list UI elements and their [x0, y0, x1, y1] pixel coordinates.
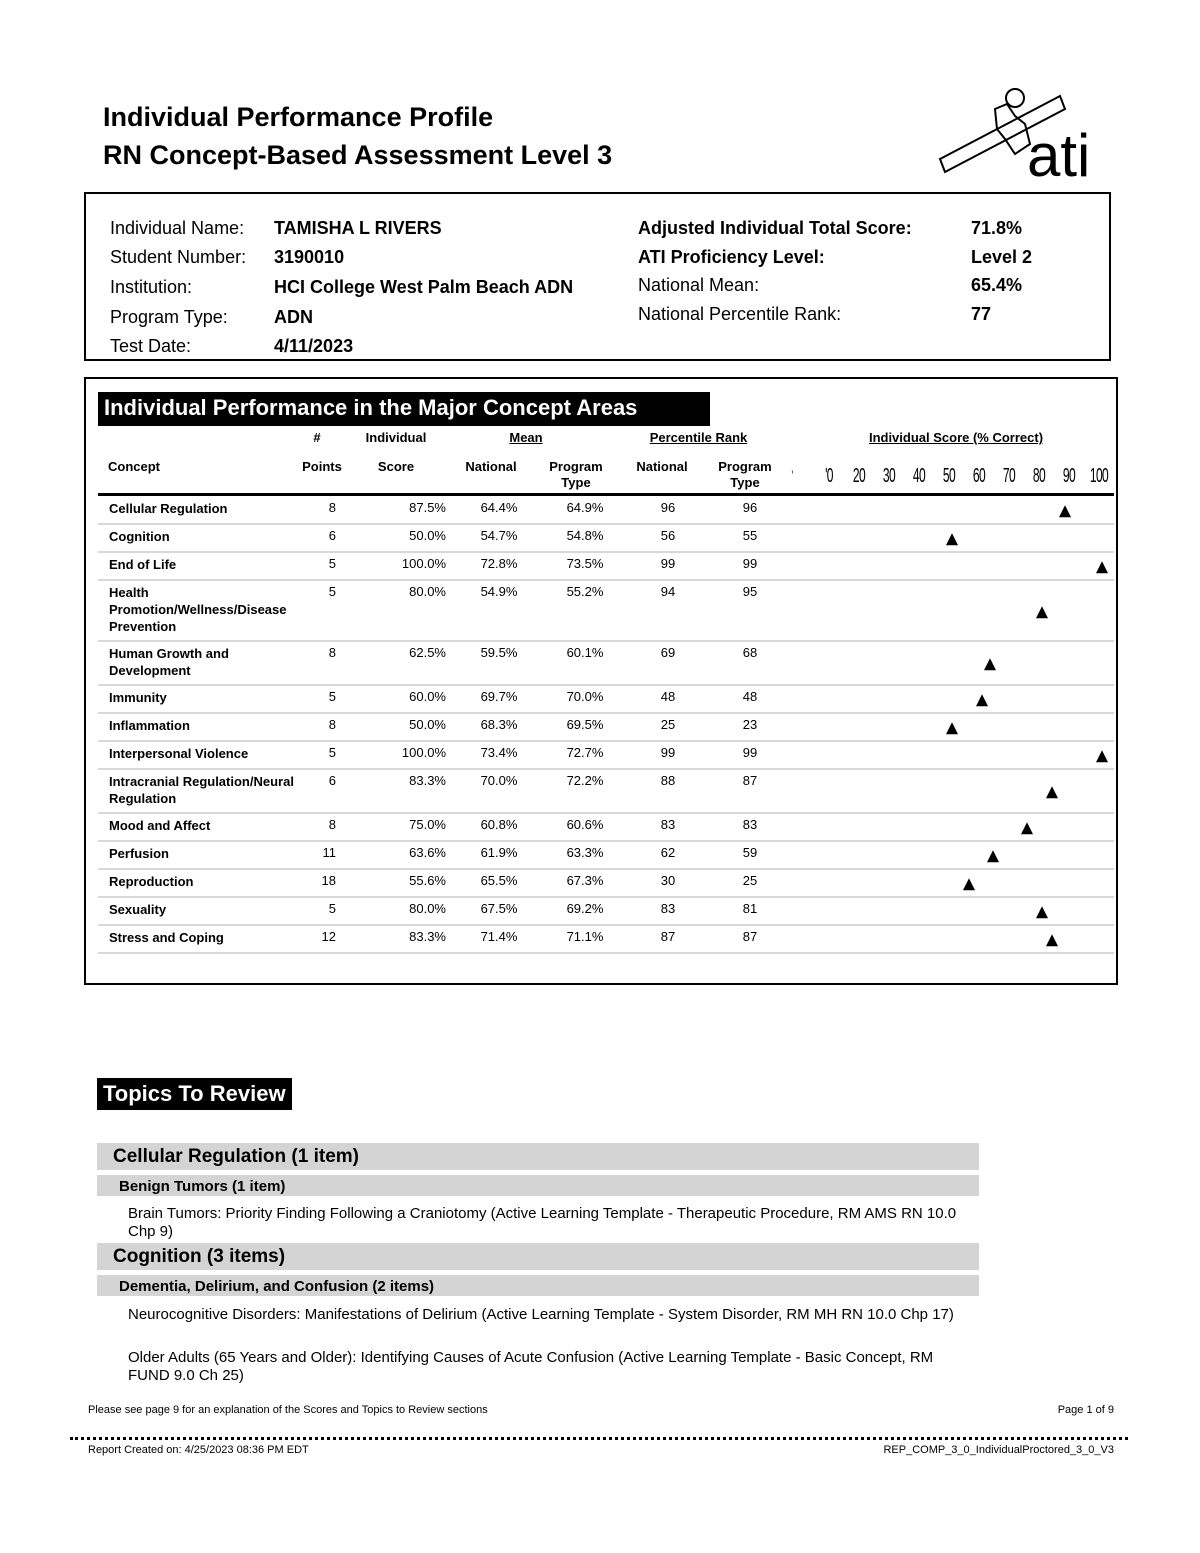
- test-date-label: Test Date:: [110, 336, 192, 356]
- cell-pr-nat: 83: [660, 901, 676, 916]
- cell-pr-nat: 69: [660, 645, 676, 660]
- institution-value: HCI College West Palm Beach ADN: [274, 277, 574, 297]
- cell-score: 100.0%: [401, 745, 446, 760]
- cell-mean-prog: 60.1%: [566, 645, 604, 660]
- section-title: Individual Performance in the Major Concept Areas: [98, 392, 710, 424]
- hdr-pr-program: Program Type: [718, 459, 772, 490]
- cell-mean-nat: 60.8%: [480, 817, 518, 832]
- score-marker-icon: [1036, 906, 1048, 918]
- concept-name: Human Growth and Development: [109, 646, 229, 678]
- table-row: [98, 497, 1114, 525]
- hdr-chart-title: Individual Score (% Correct): [868, 430, 1044, 445]
- footer-note: Please see page 9 for an explanation of the Scores and Topics to Review sections: [88, 1404, 488, 1416]
- scale-tick: 100: [1089, 465, 1109, 487]
- hdr-mean-program: Program Type: [549, 459, 603, 490]
- score-marker-icon: [1036, 606, 1048, 618]
- adjusted-score-value: 71.8%: [971, 218, 1023, 238]
- scale-tick: '0: [825, 465, 833, 487]
- cell-points: 18: [321, 873, 336, 888]
- cell-points: 5: [328, 745, 336, 760]
- concept-name: Inflammation: [109, 718, 190, 733]
- cell-mean-prog: 72.7%: [566, 745, 604, 760]
- cell-score: 55.6%: [409, 873, 446, 888]
- cell-pr-prog: 55: [742, 528, 758, 543]
- cell-mean-nat: 61.9%: [480, 845, 518, 860]
- cell-points: 8: [328, 645, 336, 660]
- score-marker-icon: [963, 878, 975, 890]
- cell-pr-prog: 87: [742, 773, 758, 788]
- name-value: TAMISHA L RIVERS: [274, 218, 442, 238]
- cell-score: 80.0%: [409, 584, 446, 599]
- hdr-hash: #: [313, 430, 321, 445]
- hdr-individual: Individual: [365, 430, 427, 445]
- concept-name: End of Life: [109, 557, 177, 572]
- cell-score: 83.3%: [409, 773, 446, 788]
- score-marker-icon: [1096, 750, 1108, 762]
- program-type-label: Program Type:: [110, 307, 228, 327]
- cell-points: 8: [328, 817, 336, 832]
- cell-mean-prog: 71.1%: [566, 929, 604, 944]
- program-type-value: ADN: [274, 307, 313, 327]
- student-info-box: [84, 192, 1111, 361]
- cell-mean-nat: 69.7%: [480, 689, 518, 704]
- cell-pr-nat: 25: [660, 717, 676, 732]
- concept-name: Immunity: [109, 690, 167, 705]
- cell-pr-nat: 88: [660, 773, 676, 788]
- institution-label: Institution:: [110, 277, 193, 297]
- hdr-points: Points: [302, 459, 342, 474]
- topic-subcategory: Dementia, Delirium, and Confusion (2 items): [97, 1272, 979, 1296]
- hdr-mean-national: National: [465, 459, 517, 474]
- cell-pr-prog: 95: [742, 584, 758, 599]
- report-code: REP_COMP_3_0_IndividualProctored_3_0_V3: [883, 1444, 1114, 1456]
- national-mean-label: National Mean:: [638, 275, 760, 295]
- concept-areas-section: [84, 377, 1118, 985]
- cell-mean-prog: 67.3%: [566, 873, 604, 888]
- table-row: [98, 714, 1114, 742]
- score-marker-icon: [1046, 934, 1058, 946]
- cell-mean-prog: 54.8%: [566, 528, 604, 543]
- scale-tick: 20: [852, 465, 866, 487]
- cell-pr-prog: 48: [742, 689, 758, 704]
- proficiency-value: Level 2: [971, 247, 1033, 267]
- cell-score: 50.0%: [409, 528, 446, 543]
- cell-pr-nat: 30: [660, 873, 676, 888]
- cell-pr-nat: 99: [660, 556, 676, 571]
- topics-title: Topics To Review: [97, 1078, 292, 1110]
- cell-mean-nat: 72.8%: [480, 556, 518, 571]
- cell-score: 60.0%: [409, 689, 446, 704]
- concept-name: Cellular Regulation: [109, 501, 228, 516]
- table-row: [98, 898, 1114, 926]
- cell-points: 5: [328, 556, 336, 571]
- concept-name: Reproduction: [109, 874, 194, 889]
- cell-pr-prog: 68: [742, 645, 758, 660]
- score-marker-icon: [946, 533, 958, 545]
- scale-tick: 60: [972, 465, 986, 487]
- concept-name: Perfusion: [109, 846, 169, 861]
- cell-pr-nat: 94: [660, 584, 676, 599]
- scale-tick: 80: [1032, 465, 1046, 487]
- cell-mean-nat: 70.0%: [480, 773, 518, 788]
- table-row: [98, 842, 1114, 870]
- concept-name: Stress and Coping: [109, 930, 224, 945]
- cell-points: 5: [328, 584, 336, 599]
- cell-pr-prog: 25: [742, 873, 758, 888]
- test-date-value: 4/11/2023: [274, 336, 354, 356]
- cell-pr-prog: 83: [742, 817, 758, 832]
- cell-mean-prog: 55.2%: [566, 584, 604, 599]
- cell-points: 12: [321, 929, 336, 944]
- score-marker-icon: [987, 850, 999, 862]
- page-number: Page 1 of 9: [1057, 1404, 1114, 1416]
- cell-pr-prog: 99: [742, 745, 758, 760]
- score-marker-icon: [946, 722, 958, 734]
- cell-points: 8: [328, 500, 336, 515]
- cell-mean-nat: 59.5%: [480, 645, 518, 660]
- concept-name: Health Promotion/Wellness/Disease Prevention: [109, 585, 287, 634]
- cell-mean-nat: 68.3%: [480, 717, 518, 732]
- score-marker-icon: [1046, 786, 1058, 798]
- cell-mean-prog: 64.9%: [566, 500, 604, 515]
- scale-tick: 30: [882, 465, 896, 487]
- hdr-mean: Mean: [509, 430, 543, 445]
- cell-mean-prog: 63.3%: [566, 845, 604, 860]
- cell-pr-prog: 81: [742, 901, 758, 916]
- svg-text:ati: ati: [1027, 122, 1091, 184]
- cell-mean-prog: 60.6%: [566, 817, 604, 832]
- cell-mean-nat: 64.4%: [480, 500, 518, 515]
- topic-item: Older Adults (65 Years and Older): Identifying Causes of Acute Confusion (Active Learning Template - Basic Concept, RM FUND 9.0 Ch 25): [128, 1349, 934, 1384]
- cell-mean-nat: 67.5%: [480, 901, 518, 916]
- scale-tick: 90: [1062, 465, 1076, 487]
- cell-points: 6: [328, 773, 336, 788]
- cell-mean-nat: 65.5%: [480, 873, 518, 888]
- cell-mean-nat: 54.9%: [480, 584, 518, 599]
- score-marker-icon: [1096, 561, 1108, 573]
- cell-pr-nat: 99: [660, 745, 676, 760]
- cell-score: 75.0%: [409, 817, 446, 832]
- percentile-rank-label: National Percentile Rank:: [638, 304, 842, 324]
- concept-name: Cognition: [109, 529, 170, 544]
- cell-points: 8: [328, 717, 336, 732]
- cell-score: 50.0%: [409, 717, 446, 732]
- cell-pr-prog: 96: [742, 500, 758, 515]
- cell-score: 100.0%: [401, 556, 446, 571]
- concept-name: Intracranial Regulation/Neural Regulation: [109, 774, 294, 806]
- score-marker-icon: [1021, 822, 1033, 834]
- cell-score: 83.3%: [409, 929, 446, 944]
- score-marker-icon: [1059, 505, 1071, 517]
- topic-item: Brain Tumors: Priority Finding Following a Craniotomy (Active Learning Template - Therapeutic Procedure, RM AMS RN 10.0 Chp 9): [128, 1205, 957, 1240]
- adjusted-score-label: Adjusted Individual Total Score:: [638, 218, 912, 238]
- topic-item: Neurocognitive Disorders: Manifestations of Delirium (Active Learning Template - System Disorder, RM MH RN 10.0 Chp 17): [128, 1306, 954, 1323]
- concept-name: Mood and Affect: [109, 818, 211, 833]
- topic-subcategory: Benign Tumors (1 item): [97, 1172, 979, 1196]
- page-subtitle: RN Concept-Based Assessment Level 3: [103, 140, 613, 170]
- cell-mean-prog: 69.2%: [566, 901, 604, 916]
- cell-points: 5: [328, 689, 336, 704]
- table-row: [98, 770, 1114, 814]
- cell-score: 63.6%: [409, 845, 446, 860]
- scale-tick: 40: [912, 465, 926, 487]
- table-row: [98, 553, 1114, 581]
- hdr-percentile: Percentile Rank: [649, 430, 748, 445]
- cell-pr-nat: 56: [660, 528, 676, 543]
- cell-mean-prog: 70.0%: [566, 689, 604, 704]
- cell-mean-nat: 73.4%: [480, 745, 518, 760]
- table-row: [98, 742, 1114, 770]
- name-label: Individual Name:: [110, 218, 245, 238]
- score-marker-icon: [984, 658, 996, 670]
- table-row: [98, 525, 1114, 553]
- hdr-score: Score: [377, 459, 415, 474]
- cell-mean-nat: 54.7%: [480, 528, 518, 543]
- table-row: [98, 926, 1114, 954]
- cell-points: 11: [322, 845, 336, 860]
- cell-pr-nat: 62: [660, 845, 676, 860]
- cell-pr-prog: 99: [742, 556, 758, 571]
- table-row: [98, 870, 1114, 898]
- concept-table: [98, 497, 1114, 954]
- cell-mean-prog: 72.2%: [566, 773, 604, 788]
- hdr-concept: Concept: [108, 459, 160, 474]
- cell-pr-nat: 83: [660, 817, 676, 832]
- footer-divider: [70, 1437, 1128, 1440]
- concept-name: Sexuality: [109, 902, 167, 917]
- topic-category: Cognition (3 items): [97, 1243, 979, 1270]
- cell-mean-prog: 69.5%: [566, 717, 604, 732]
- percentile-rank-value: 77: [971, 304, 992, 324]
- ati-logo: [935, 84, 1110, 184]
- scale-tick: 50: [942, 465, 956, 487]
- cell-mean-nat: 71.4%: [480, 929, 518, 944]
- cell-pr-nat: 87: [660, 929, 676, 944]
- cell-pr-nat: 48: [660, 689, 676, 704]
- scale-tick: 70: [1002, 465, 1016, 487]
- table-row: [98, 686, 1114, 714]
- student-number-value: 3190010: [274, 247, 345, 267]
- page-title: Individual Performance Profile: [103, 102, 494, 132]
- topic-category: Cellular Regulation (1 item): [97, 1143, 979, 1170]
- table-row: [98, 814, 1114, 842]
- cell-points: 6: [328, 528, 336, 543]
- cell-pr-nat: 96: [660, 500, 676, 515]
- cell-score: 80.0%: [409, 901, 446, 916]
- cell-pr-prog: 59: [742, 845, 758, 860]
- student-number-label: Student Number:: [110, 247, 247, 267]
- cell-pr-prog: 87: [742, 929, 758, 944]
- scale-tick-0: ': [791, 467, 793, 483]
- concept-name: Interpersonal Violence: [109, 746, 249, 761]
- table-row: [98, 642, 1114, 686]
- cell-score: 87.5%: [409, 500, 446, 515]
- national-mean-value: 65.4%: [971, 275, 1023, 295]
- cell-score: 62.5%: [409, 645, 446, 660]
- report-created: Report Created on: 4/25/2023 08:36 PM EDT: [88, 1444, 309, 1456]
- score-marker-icon: [976, 694, 988, 706]
- table-row: [98, 581, 1114, 642]
- cell-mean-prog: 73.5%: [566, 556, 604, 571]
- proficiency-label: ATI Proficiency Level:: [638, 247, 825, 267]
- cell-pr-prog: 23: [742, 717, 758, 732]
- cell-points: 5: [328, 901, 336, 916]
- hdr-pr-national: National: [636, 459, 688, 474]
